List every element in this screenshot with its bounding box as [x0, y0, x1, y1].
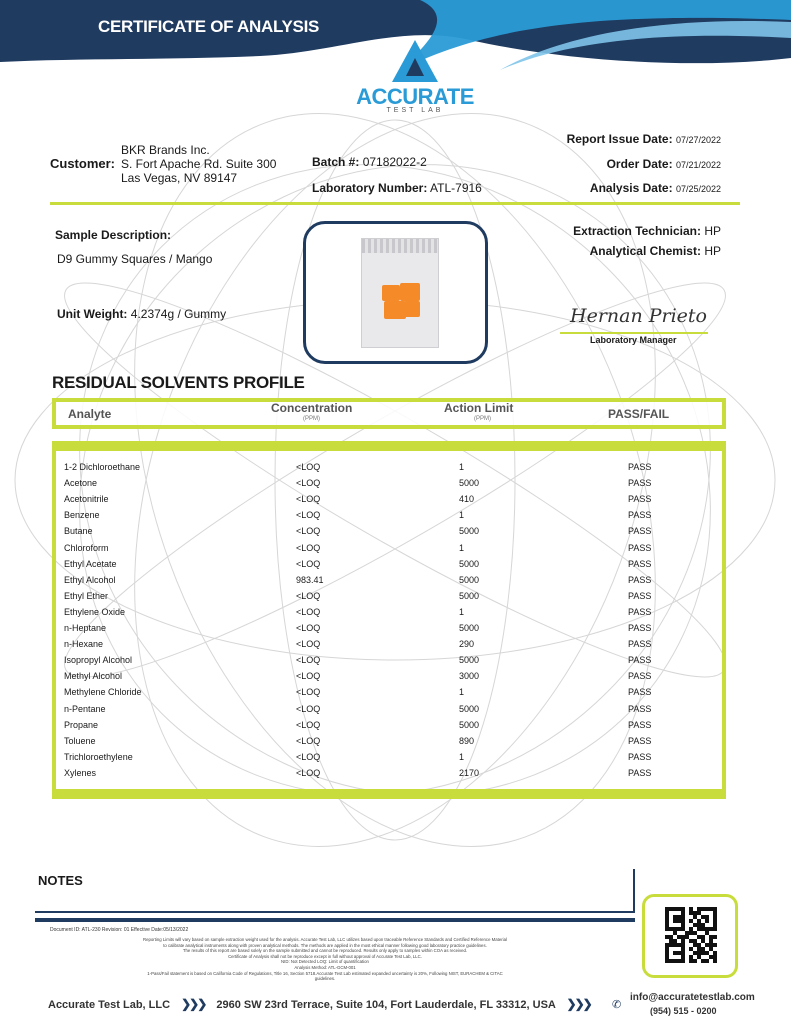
notes-box: [35, 869, 635, 913]
cell-concentration: <LOQ: [296, 462, 321, 472]
document-title: CERTIFICATE OF ANALYSIS: [98, 17, 320, 36]
cell-analyte: 1-2 Dichloroethane: [64, 462, 141, 472]
cell-passfail: PASS: [628, 687, 652, 698]
table-row: [56, 492, 730, 508]
table-row: [56, 734, 730, 750]
cell-action-limit: 5000: [459, 655, 480, 666]
cell-action-limit: 5000: [459, 526, 480, 537]
footer-separator-icon: ❯❯❯: [566, 997, 591, 1011]
cell-concentration: <LOQ: [296, 703, 321, 714]
cell-passfail: PASS: [628, 574, 652, 585]
cell-concentration: <LOQ: [296, 767, 321, 778]
logo-wordmark: ACCURATE: [356, 84, 474, 109]
cell-action-limit: 5000: [459, 719, 480, 730]
header-action-limit: Action Limit: [444, 401, 514, 415]
table-row: [56, 524, 730, 540]
logo-subtitle: TEST LAB: [386, 107, 444, 114]
order-date-value: 07/21/2022: [675, 160, 721, 170]
manager-signature: Hernan Prieto: [570, 305, 707, 327]
cell-analyte: Xylenes: [64, 767, 97, 778]
fine-print-line: to calibrate analytical instruments along with proven analytical methods. The methods are applied in the most ethical manner following good laboratory practice guidelines.: [163, 942, 487, 948]
table-row: [56, 669, 730, 685]
report-issue-label: Report Issue Date:: [566, 132, 673, 146]
cell-action-limit: 5000: [459, 590, 480, 601]
footer-phone[interactable]: (954) 515 - 0200: [650, 1006, 717, 1016]
cell-passfail: PASS: [628, 590, 652, 601]
cell-concentration: <LOQ: [296, 494, 321, 505]
cell-passfail: PASS: [628, 639, 652, 650]
chemist-value: HP: [704, 244, 721, 258]
table-row: [56, 541, 730, 557]
cell-concentration: <LOQ: [296, 542, 321, 553]
customer-address-line1: S. Fort Apache Rd. Suite 300: [121, 157, 277, 171]
cell-concentration: <LOQ: [296, 510, 321, 521]
footer-company: Accurate Test Lab, LLC: [48, 999, 171, 1011]
footer: [48, 997, 599, 1011]
cell-passfail: PASS: [628, 735, 652, 746]
laboratory-number: [312, 181, 482, 195]
cell-analyte: Ethyl Ether: [64, 590, 109, 601]
notes-title: NOTES: [38, 873, 83, 888]
sample-description-value: D9 Gummy Squares / Mango: [57, 252, 213, 266]
cell-concentration: <LOQ: [296, 639, 321, 650]
phone-icon: ✆: [612, 999, 622, 1011]
cell-action-limit: 1: [459, 510, 465, 521]
fine-print-line: Reporting Limits will vary based on sample extraction weight used for the analysis. Accurate Test Lab, LLC utilizes based upon traceable Reference Standards and Certified Reference Material: [143, 937, 507, 942]
cell-analyte: n-Pentane: [64, 703, 106, 714]
footer-email[interactable]: info@accuratetestlab.com: [630, 992, 755, 1003]
table-row: [56, 653, 730, 669]
cell-concentration: <LOQ: [296, 687, 321, 698]
cell-concentration: <LOQ: [296, 623, 321, 633]
fine-print-line: guidelines.: [314, 976, 336, 982]
sample-photo: [303, 221, 488, 364]
unit-weight-label: Unit Weight:: [57, 307, 128, 321]
manager-title: Laboratory Manager: [590, 335, 677, 345]
cell-passfail: PASS: [628, 478, 652, 489]
cell-analyte: Isopropyl Alcohol: [64, 655, 133, 666]
table-row: [56, 605, 730, 621]
cell-concentration: <LOQ: [296, 590, 321, 601]
cell-action-limit: 1: [459, 751, 465, 762]
table-row: [56, 589, 730, 605]
cell-passfail: PASS: [628, 606, 652, 617]
cell-concentration: <LOQ: [296, 671, 321, 682]
cell-analyte: Propane: [64, 719, 99, 730]
cell-action-limit: 5000: [459, 623, 480, 633]
cell-passfail: PASS: [628, 558, 652, 569]
analysis-date-value: 07/25/2022: [675, 184, 721, 194]
cell-action-limit: 5000: [459, 478, 480, 489]
cell-action-limit: 1: [459, 606, 465, 617]
fine-print-line: NID: Not Detected LOQ: Limit of quantification: [281, 959, 369, 965]
company-logo: [345, 38, 485, 118]
batch-value: 07182022-2: [362, 155, 427, 169]
extraction-label: Extraction Technician:: [573, 224, 701, 238]
cell-analyte: Ethyl Acetate: [64, 558, 117, 569]
cell-concentration: <LOQ: [296, 606, 321, 617]
unit-weight: [57, 307, 226, 321]
cell-action-limit: 2170: [459, 767, 480, 778]
cell-passfail: PASS: [628, 719, 652, 730]
customer-address-line2: Las Vegas, NV 89147: [121, 171, 238, 185]
cell-analyte: Methylene Chloride: [64, 687, 142, 698]
cell-analyte: Chloroform: [64, 542, 109, 553]
order-date: [607, 157, 721, 171]
cell-action-limit: 5000: [459, 574, 480, 585]
cell-action-limit: 410: [459, 494, 475, 505]
cell-concentration: <LOQ: [296, 526, 321, 537]
cell-concentration: <LOQ: [296, 478, 321, 489]
cell-analyte: Acetone: [64, 478, 98, 489]
qr-code-frame[interactable]: [642, 894, 738, 978]
logo-triangle-icon: [390, 38, 440, 84]
cell-analyte: Butane: [64, 526, 93, 537]
signature-line: [560, 332, 708, 334]
report-issue-value: 07/27/2022: [675, 135, 721, 145]
footer-address: 2960 SW 23rd Terrace, Suite 104, Fort Lauderdale, FL 33312, USA: [216, 999, 556, 1011]
table-row: [56, 460, 730, 476]
cell-analyte: Ethylene Oxide: [64, 606, 126, 617]
results-table: [52, 441, 726, 799]
table-row: [56, 573, 730, 589]
customer-label: Customer:: [50, 156, 116, 171]
cell-analyte: Acetonitrile: [64, 494, 109, 505]
cell-passfail: PASS: [628, 462, 652, 472]
sample-bag-image: [361, 238, 439, 348]
cell-concentration: <LOQ: [296, 735, 321, 746]
cell-analyte: Benzene: [64, 510, 100, 521]
table-row: [56, 750, 730, 766]
cell-passfail: PASS: [628, 510, 652, 521]
cell-analyte: Trichloroethylene: [64, 751, 133, 762]
qr-code-icon: [665, 906, 717, 964]
cell-action-limit: 1: [459, 542, 465, 553]
customer-address: [121, 143, 276, 185]
unit-weight-value: 4.2374g / Gummy: [130, 307, 227, 321]
customer-name: BKR Brands Inc.: [121, 143, 210, 157]
batch-label: Batch #:: [312, 155, 360, 169]
cell-passfail: PASS: [628, 767, 652, 778]
header-passfail: PASS/FAIL: [608, 407, 670, 421]
document-id: Document ID: ATL-230 Revision: 01 Effective Date:05/13/2022: [50, 927, 189, 933]
cell-analyte: n-Heptane: [64, 623, 107, 633]
cell-action-limit: 5000: [459, 558, 480, 569]
table-row: [56, 621, 730, 637]
cell-analyte: Ethyl Alcohol: [64, 574, 116, 585]
lab-number-label: Laboratory Number:: [312, 181, 428, 195]
table-header: [52, 398, 726, 429]
lab-number-value: ATL-7916: [430, 181, 482, 195]
cell-concentration: <LOQ: [296, 751, 321, 762]
fine-print-line: Certificate of Analysis shall not be reproduce except in full without approval of Accurate Test Lab, LLC.: [228, 953, 422, 959]
analysis-date: [590, 181, 721, 195]
table-row: [56, 637, 730, 653]
notes-divider: [35, 918, 635, 922]
cell-passfail: PASS: [628, 623, 652, 633]
header-action-limit-unit: (PPM): [474, 416, 491, 422]
analytical-chemist: [590, 244, 721, 258]
cell-concentration: <LOQ: [296, 719, 321, 730]
header-concentration: Concentration: [271, 401, 353, 415]
cell-concentration: <LOQ: [296, 558, 321, 569]
order-date-label: Order Date:: [606, 157, 673, 171]
cell-passfail: PASS: [628, 494, 652, 505]
fine-print-line: The results of this report are based solely on the sample submitted and cannot be reproduced. Results only apply to samples within COA as received.: [182, 948, 468, 954]
fine-print-line: 1-Pass/Fail statement is based on California Code of Regulations, Title 16, Section 5718.Accurate Test Lab estimated expanded uncertainty is 20%, Following NIST, EURACHEM & CITAC: [147, 970, 503, 976]
cell-passfail: PASS: [628, 542, 652, 553]
cell-analyte: Methyl Alcohol: [64, 671, 123, 682]
sample-description-label: Sample Description:: [55, 228, 172, 242]
table-row: [56, 508, 730, 524]
cell-passfail: PASS: [628, 671, 652, 682]
fine-print: [45, 937, 605, 982]
cell-action-limit: 890: [459, 735, 475, 746]
header-divider: [50, 202, 740, 205]
header-analyte: Analyte: [68, 407, 112, 421]
footer-separator-icon: ❯❯❯: [181, 997, 206, 1011]
fine-print-line: Analysis Method: ATL-GCM-001: [294, 964, 356, 970]
cell-concentration: 983.41: [296, 574, 324, 585]
batch-number: [312, 155, 427, 169]
report-issue-date: [567, 132, 721, 146]
table-row: [56, 685, 730, 701]
table-row: [56, 718, 730, 734]
chemist-label: Analytical Chemist:: [589, 244, 701, 258]
table-row: [56, 476, 730, 492]
cell-analyte: n-Hexane: [64, 639, 104, 650]
cell-action-limit: 3000: [459, 671, 480, 682]
extraction-technician: [573, 224, 721, 238]
cell-analyte: Toluene: [64, 735, 96, 746]
cell-action-limit: 1: [459, 462, 465, 472]
section-title: RESIDUAL SOLVENTS PROFILE: [52, 373, 305, 392]
header-concentration-unit: (PPM): [303, 416, 320, 422]
cell-passfail: PASS: [628, 655, 652, 666]
table-row: [56, 766, 730, 782]
extraction-value: HP: [704, 224, 721, 238]
table-row: [56, 702, 730, 718]
cell-passfail: PASS: [628, 751, 652, 762]
cell-action-limit: 1: [459, 687, 465, 698]
table-row: [56, 557, 730, 573]
cell-action-limit: 5000: [459, 703, 480, 714]
cell-passfail: PASS: [628, 526, 652, 537]
cell-concentration: <LOQ: [296, 655, 321, 666]
cell-action-limit: 290: [459, 639, 475, 650]
analysis-date-label: Analysis Date:: [589, 181, 673, 195]
cell-passfail: PASS: [628, 703, 652, 714]
